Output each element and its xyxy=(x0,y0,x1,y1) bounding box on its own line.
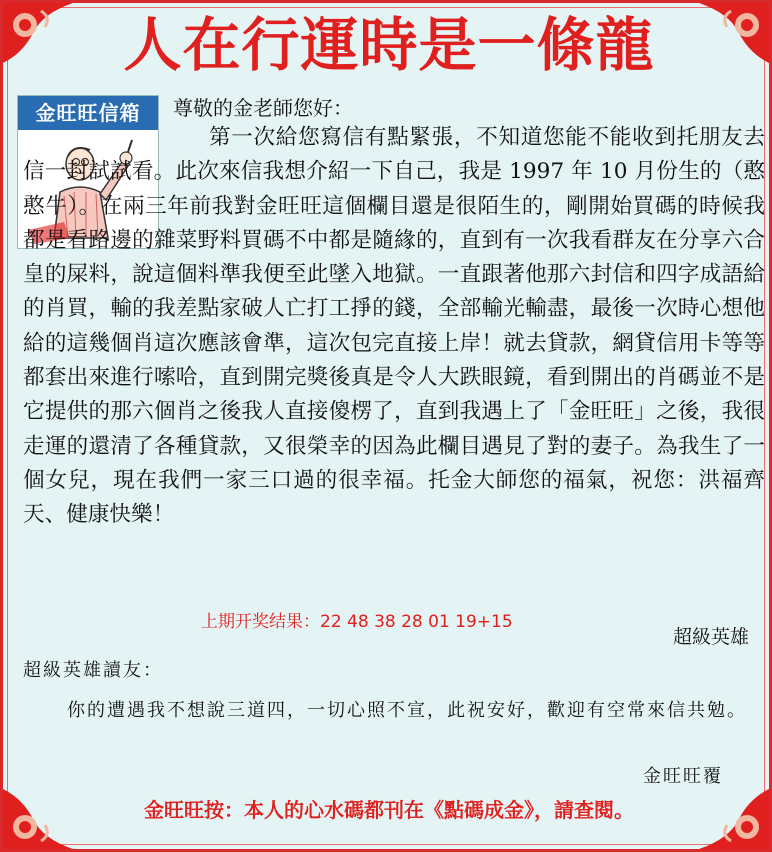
editor-note: 金旺旺按：本人的心水碼都刊在《點碼成金》，請查閱。 xyxy=(144,798,634,822)
reply-salutation: 超級英雄讀友： xyxy=(23,660,163,681)
letter-signer: 超級英雄 xyxy=(672,626,749,648)
lottery-result-line: 上期开奖结果：22 48 38 28 01 19+15 xyxy=(201,612,513,632)
letter-body: 第一次給您寫信有點緊張，不知道您能不能收到托朋友去信一封試試看。此次來信我想介紹一下自己，我是 1997 年 10 月份生的（憨憨牛）。在兩三年前我對金旺旺這個欄目還是很陌生的，剛開始買碼的時候我都是看路邊的雜菜野料買碼不中都是隨緣的，直到有一次我看群友在分享六合皇的屎料，說這個料準我便至此墜入地獄。一直跟著他那六封信和四字成語給的肖買，輸的我差點家破人亡打工掙的錢，全部輸光輸盡，最後一次時心想他給的這幾個肖這次應該會準，這次包完直接上岸！就去貸款，網貸信用卡等等都套出來進行嗦哈，直到開完獎後真是令人大跌眼鏡，看到開出的肖碼並不是它提供的那六個肖之後我人直接傻楞了，直到我遇上了「金旺旺」之後，我很走運的還清了各種貸款，又很榮幸的因為此欄目遇見了對的妻子。為我生了一個女兒，現在我們一家三口過的很幸福。托金大師您的福氣，祝您：洪福齊天、健康快樂！ xyxy=(23,125,765,528)
reply-signer: 金旺旺覆 xyxy=(643,766,723,787)
column-title: 金旺旺信箱 xyxy=(18,96,158,130)
letter-salutation: 尊敬的金老師您好： xyxy=(173,96,353,120)
headline: 人在行運時是一條龍 xyxy=(123,11,655,79)
reply-body: 你的遭遇我不想說三道四，一切心照不宣，此祝安好，歡迎有空常來信共勉。 xyxy=(67,700,747,721)
